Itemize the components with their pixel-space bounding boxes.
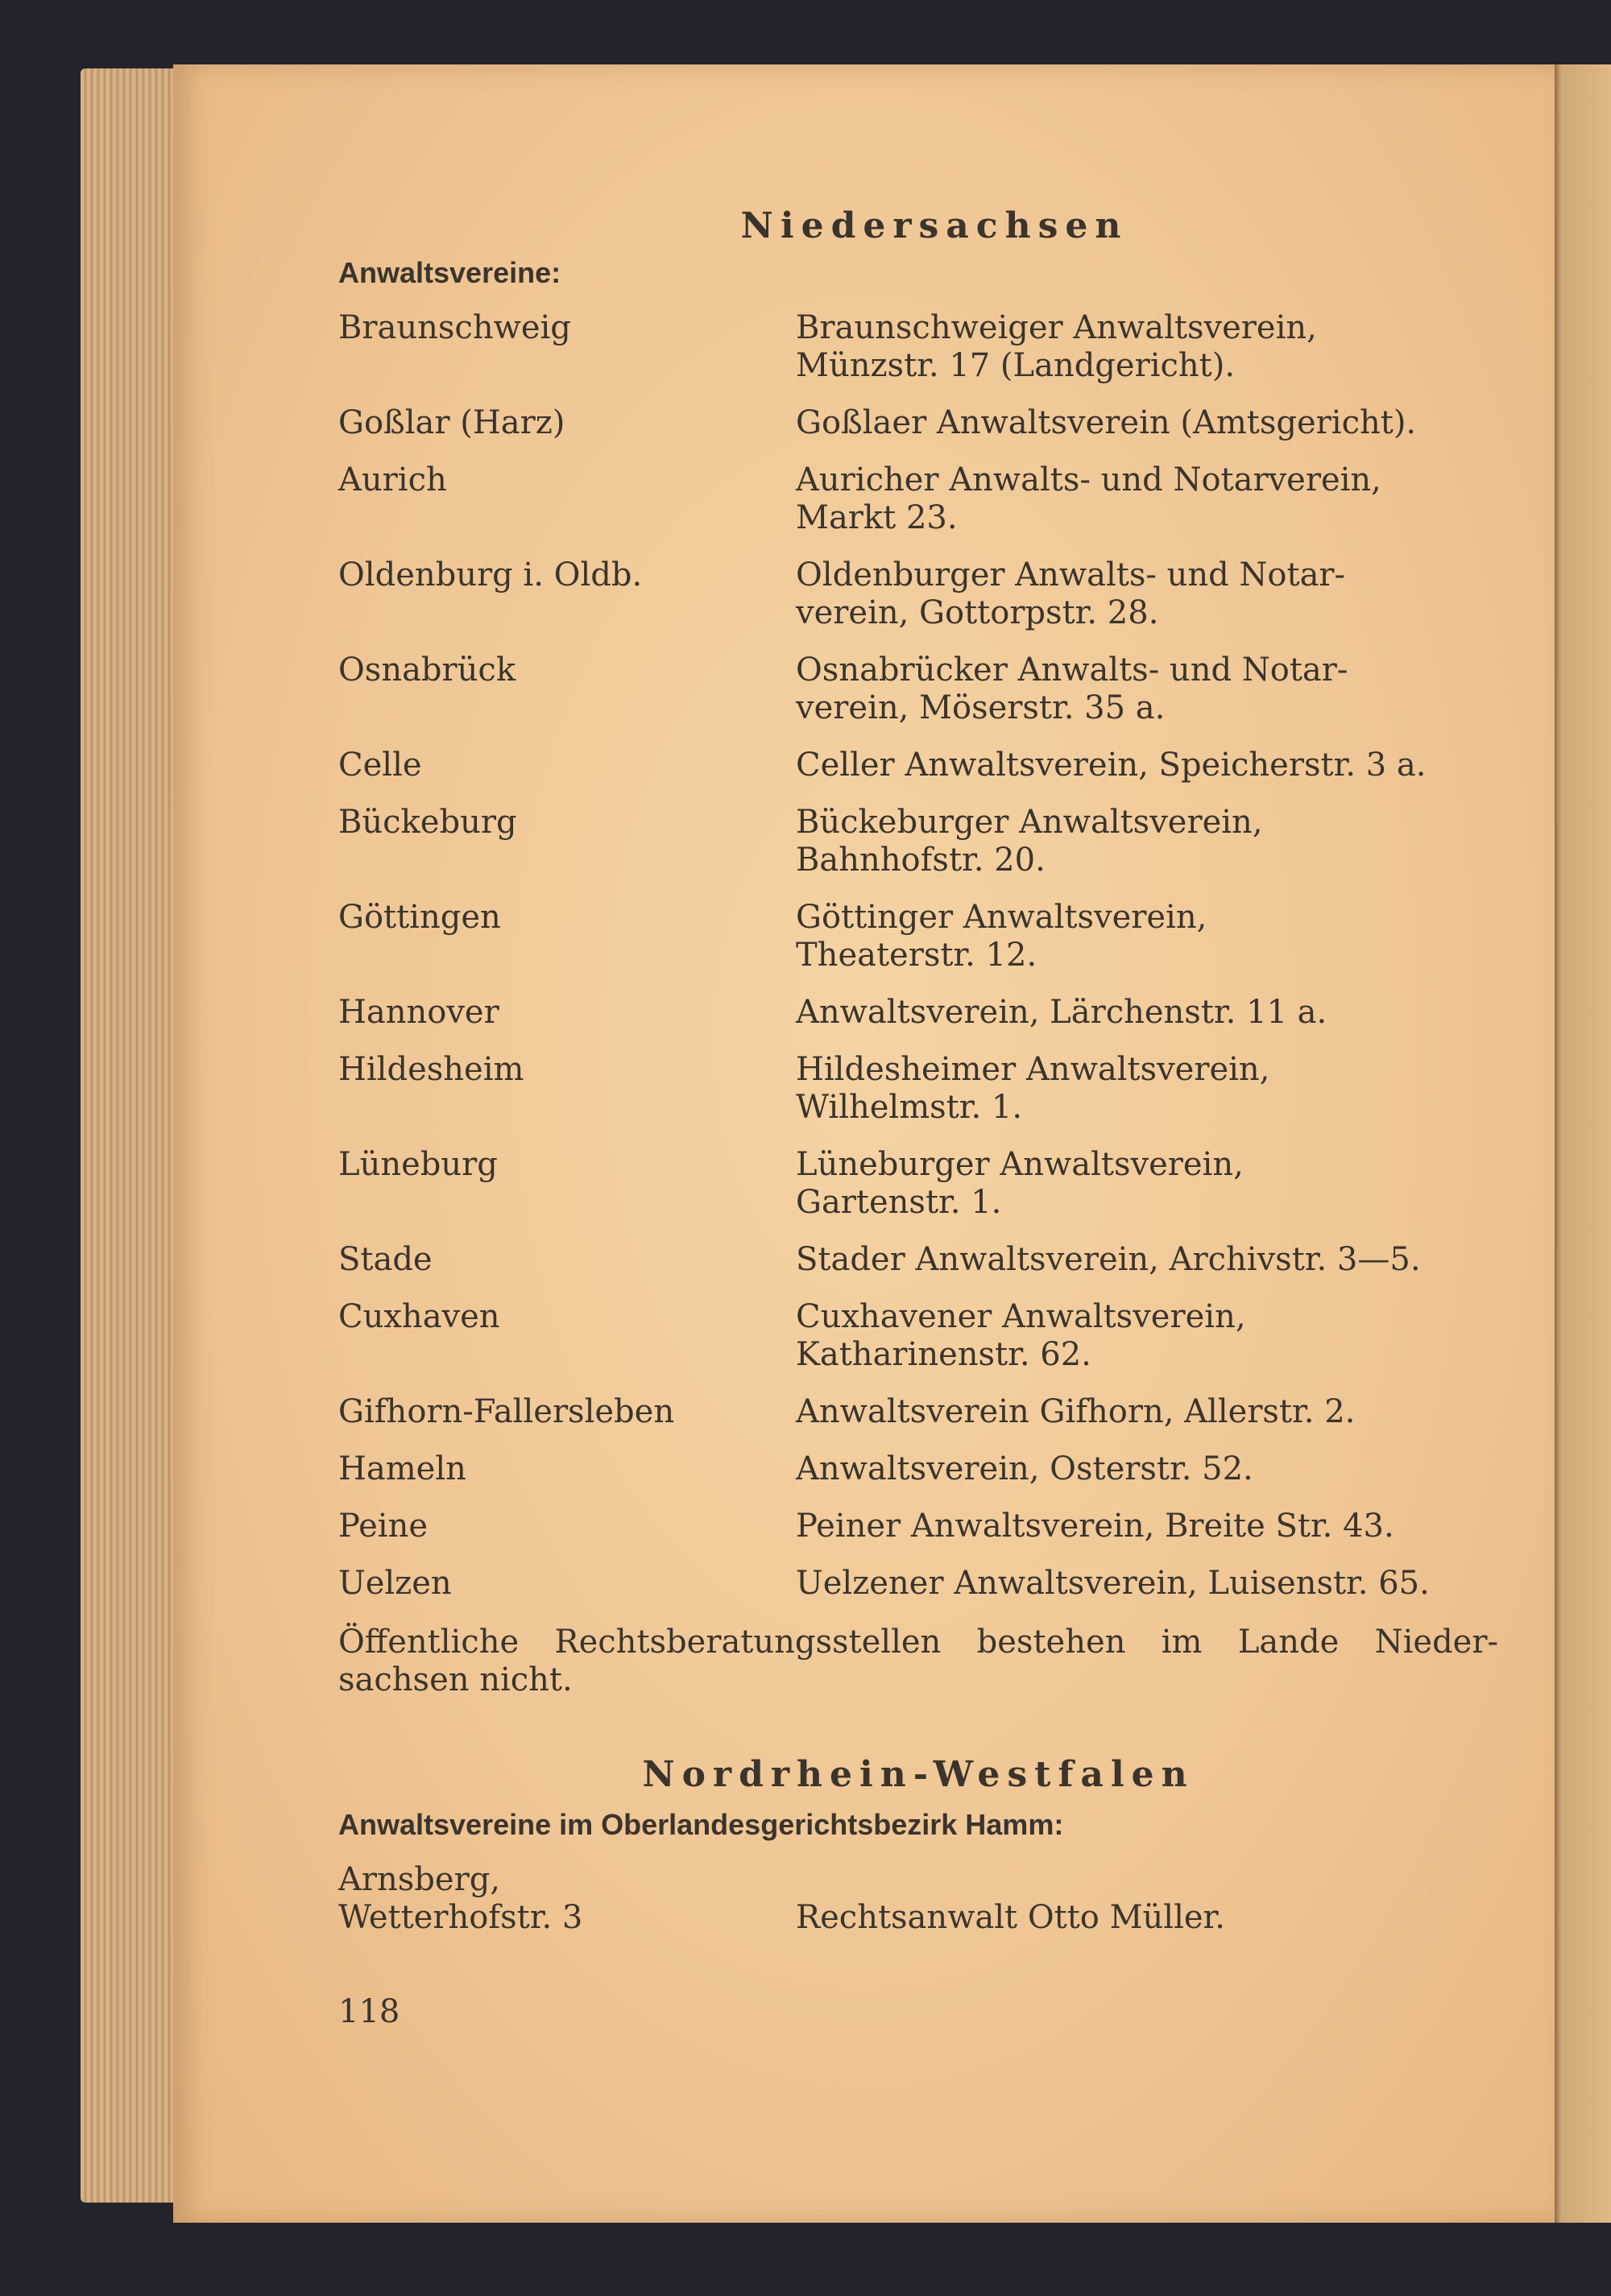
association-name: Hildesheimer Anwaltsverein, Wilhelmstr. 1. [796, 1051, 1270, 1126]
city-name: Braunschweig [338, 309, 571, 346]
section-title-niedersachsen: Niedersachsen [740, 205, 1129, 246]
page-number: 118 [338, 1993, 400, 2030]
association-entry [338, 1298, 1498, 1374]
association-list-nrw [338, 1861, 1498, 1937]
association-name: Goßlaer Anwaltsverein (Amtsgericht). [796, 404, 1417, 441]
association-name: Cuxhavener Anwaltsverein, Katharinenstr. 62. [796, 1298, 1246, 1373]
association-entry [338, 994, 1498, 1032]
association-name: Celler Anwaltsverein, Speicherstr. 3 a. [796, 747, 1427, 784]
association-entry [338, 899, 1498, 974]
association-entry [338, 747, 1498, 784]
city-name: Aurich [338, 461, 447, 499]
city-name: Uelzen [338, 1565, 452, 1602]
city-name: Osnabrück [338, 652, 516, 689]
city-name: Arnsberg, Wetterhofstr. 3 [338, 1861, 583, 1936]
association-name: Peiner Anwaltsverein, Breite Str. 43. [796, 1508, 1394, 1545]
section-label-hamm: Anwaltsvereine im Oberlandesgerichtsbezirk Hamm: [338, 1808, 1064, 1841]
page-content [338, 205, 1498, 2030]
association-entry [338, 1051, 1498, 1127]
association-name: Rechtsanwalt Otto Müller. [796, 1899, 1225, 1936]
association-name: Anwaltsverein Gifhorn, Allerstr. 2. [796, 1393, 1356, 1430]
city-name: Celle [338, 747, 422, 784]
city-name: Göttingen [338, 899, 501, 936]
association-entry [338, 1393, 1498, 1431]
city-name: Peine [338, 1508, 429, 1545]
association-name: Osnabrücker Anwalts- und Notar- verein, Möserstr. 35 a. [796, 652, 1348, 726]
association-name: Anwaltsverein, Osterstr. 52. [796, 1450, 1253, 1487]
association-name: Uelzener Anwaltsverein, Luisenstr. 65. [796, 1565, 1430, 1602]
association-name: Bückeburger Anwaltsverein, Bahnhofstr. 20. [796, 804, 1263, 879]
association-name: Oldenburger Anwalts- und Notar- verein, Gottorpstr. 28. [796, 556, 1346, 631]
association-entry [338, 804, 1498, 879]
city-name: Oldenburg i. Oldb. [338, 556, 643, 594]
note-rechtsberatung: Öffentliche Rechtsberatungsstellen bestehen im Lande Nieder-sachsen nicht. [338, 1624, 1498, 1698]
facing-page-edge [1555, 64, 1611, 2223]
city-name: Gifhorn-Fallersleben [338, 1393, 675, 1430]
section-label-anwaltsvereine: Anwaltsvereine: [338, 256, 561, 289]
city-name: Stade [338, 1241, 433, 1278]
association-entry [338, 1861, 1498, 1937]
city-name: Hildesheim [338, 1051, 524, 1088]
association-name: Braunschweiger Anwaltsverein, Münzstr. 17 (Landgericht). [796, 309, 1317, 384]
association-entry [338, 556, 1498, 632]
association-entry [338, 652, 1498, 727]
association-name: Göttinger Anwaltsverein, Theaterstr. 12. [796, 899, 1207, 974]
city-name: Lüneburg [338, 1146, 498, 1183]
association-entry [338, 1450, 1498, 1488]
association-entry [338, 461, 1498, 537]
city-name: Cuxhaven [338, 1298, 500, 1335]
section-title-nordrhein-westfalen: Nordrhein-Westfalen [642, 1754, 1195, 1795]
city-name: Hannover [338, 994, 499, 1031]
association-entry [338, 309, 1498, 385]
association-name: Anwaltsverein, Lärchenstr. 11 a. [796, 994, 1327, 1031]
association-name: Stader Anwaltsverein, Archivstr. 3—5. [796, 1241, 1421, 1278]
association-entry [338, 404, 1498, 442]
association-entry [338, 1565, 1498, 1603]
city-name: Hameln [338, 1450, 466, 1487]
city-name: Goßlar (Harz) [338, 404, 565, 441]
association-entry [338, 1146, 1498, 1222]
association-entry [338, 1241, 1498, 1279]
association-name: Auricher Anwalts- und Notarverein, Markt 23. [796, 461, 1381, 536]
association-name: Lüneburger Anwaltsverein, Gartenstr. 1. [796, 1146, 1244, 1221]
association-entry [338, 1508, 1498, 1545]
city-name: Bückeburg [338, 804, 517, 841]
association-list-niedersachsen [338, 309, 1498, 1603]
